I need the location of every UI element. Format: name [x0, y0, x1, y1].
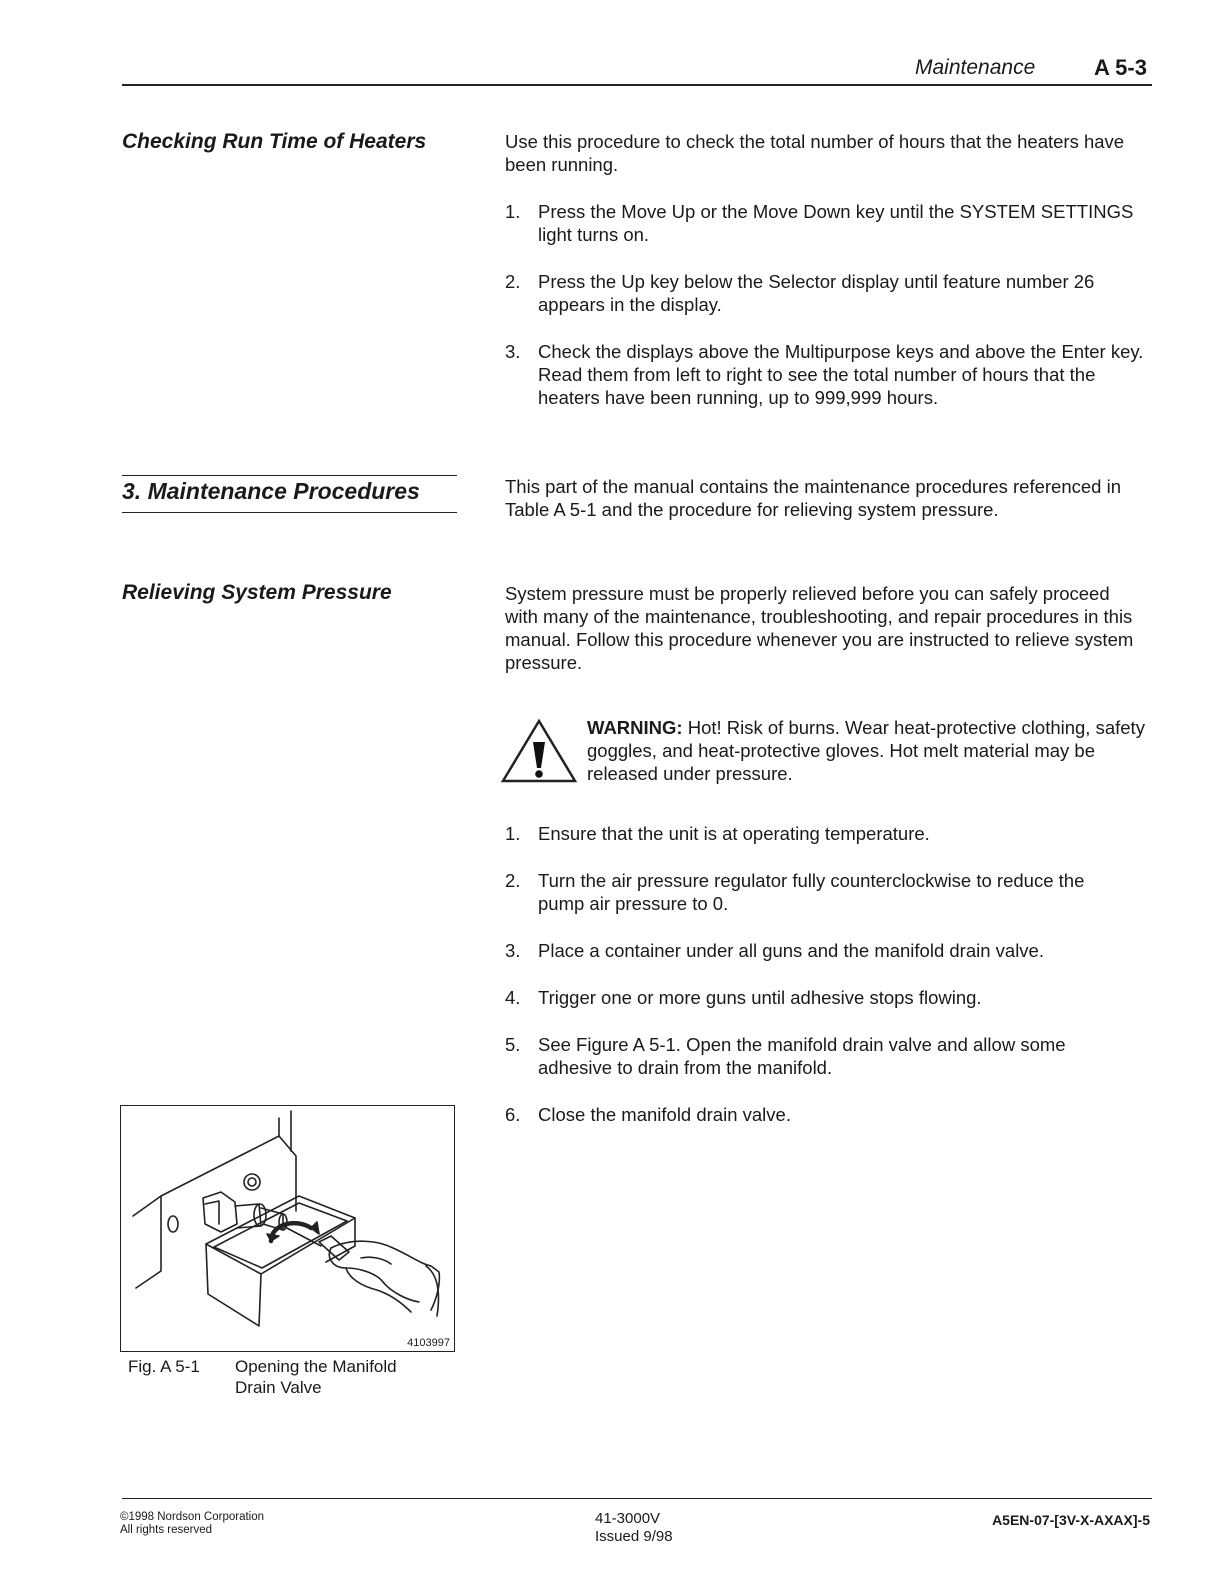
footer-doc-number: 41-3000V: [595, 1510, 661, 1527]
list-item: [505, 986, 1130, 1009]
footer-copyright-line1: ©1998 Nordson Corporation: [120, 1511, 265, 1523]
warning-icon: [500, 718, 578, 784]
step-text: Close the manifold drain valve.: [538, 1104, 791, 1125]
figure-manifold-drain: [120, 1105, 455, 1352]
figure-id-number: 4103997: [407, 1337, 450, 1349]
step-text: Press the Up key below the Selector display until feature number 26 appears in the display.: [538, 271, 1095, 315]
manifold-drain-illustration: [121, 1106, 454, 1351]
step-number: 5.: [505, 1034, 521, 1055]
figure-caption-line2: Drain Valve: [235, 1378, 322, 1397]
footer-copyright-line2: All rights reserved: [120, 1524, 213, 1536]
step-number: 4.: [505, 987, 521, 1008]
list-item: [505, 340, 1153, 409]
list-item: [505, 869, 1130, 915]
figure-label: Fig. A 5-1: [128, 1357, 200, 1376]
step-number: 1.: [505, 201, 521, 222]
step-number: 6.: [505, 1104, 521, 1125]
figure-caption-line1: Opening the Manifold: [235, 1357, 397, 1376]
step-text: Trigger one or more guns until adhesive stops flowing.: [538, 987, 982, 1008]
list-item: [505, 939, 1130, 962]
section-intro: This part of the manual contains the maintenance procedures referenced in Table A 5-1 and the procedure for relieving system pressure.: [505, 476, 1122, 520]
step-number: 1.: [505, 823, 521, 844]
step-text: Ensure that the unit is at operating temperature.: [538, 823, 930, 844]
list-item: [505, 270, 1153, 316]
header-section-title: Maintenance: [915, 56, 1036, 79]
footer-divider: [122, 1498, 1152, 1499]
footer-code: A5EN-07-[3V-X-AXAX]-5: [992, 1512, 1150, 1528]
warning-text: Hot! Risk of burns. Wear heat-protective clothing, safety goggles, and heat-protective gloves. Hot melt material may be released under pressure.: [587, 717, 1145, 784]
footer-issued: Issued 9/98: [595, 1528, 673, 1545]
step-number: 3.: [505, 341, 521, 362]
header-page-number: A 5-3: [1094, 55, 1147, 80]
run-time-intro: Use this procedure to check the total number of hours that the heaters have been running.: [505, 131, 1125, 175]
step-text: Check the displays above the Multipurpose keys and above the Enter key. Read them from left to right to see the total number of hours that the heaters have been running, up to 999,999 hours.: [538, 341, 1144, 408]
step-number: 2.: [505, 271, 521, 292]
footer-doc-info: [595, 1510, 673, 1546]
relieving-intro: System pressure must be properly relieved before you can safely proceed with many of the maintenance, troubleshooting, and repair procedures in this manual. Follow this procedure whenever you are instructed to relieve system pressure.: [505, 583, 1134, 673]
step-text: See Figure A 5-1. Open the manifold drain valve and allow some adhesive to drain from the manifold.: [538, 1034, 1066, 1078]
warning-message: [587, 716, 1152, 785]
footer-copyright: [120, 1511, 264, 1537]
section-title: 3. Maintenance Procedures: [122, 478, 420, 504]
run-time-heading: Checking Run Time of Heaters: [122, 130, 427, 153]
relieving-heading: Relieving System Pressure: [122, 581, 392, 604]
header-divider: [122, 84, 1152, 86]
step-text: Place a container under all guns and the manifold drain valve.: [538, 940, 1044, 961]
list-item: [505, 822, 1130, 845]
list-item: [505, 1103, 1130, 1126]
step-number: 2.: [505, 870, 521, 891]
warning-label: WARNING:: [587, 717, 683, 738]
step-number: 3.: [505, 940, 521, 961]
step-text: Press the Move Up or the Move Down key until the SYSTEM SETTINGS light turns on.: [538, 201, 1134, 245]
run-time-steps: [505, 200, 1153, 409]
relieving-steps: [505, 822, 1130, 1126]
list-item: [505, 1033, 1130, 1079]
list-item: [505, 200, 1153, 246]
step-text: Turn the air pressure regulator fully counterclockwise to reduce the pump air pressure to 0.: [538, 870, 1085, 914]
figure-caption: [235, 1356, 397, 1398]
